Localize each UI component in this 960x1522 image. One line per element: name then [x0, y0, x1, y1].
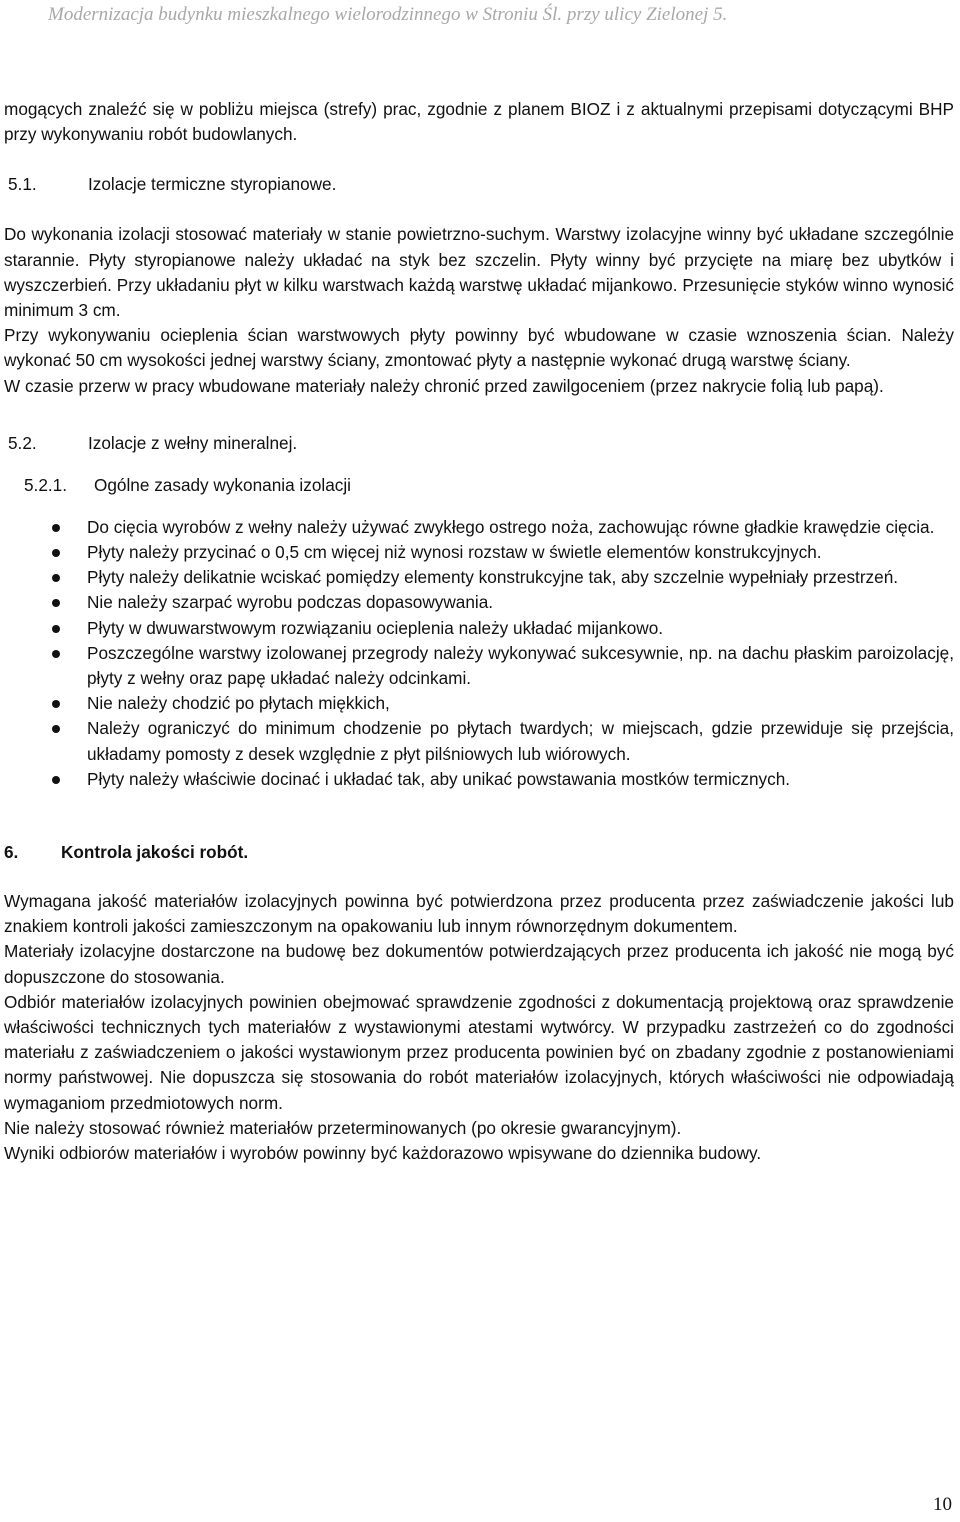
- paragraph: Wymagana jakość materiałów izolacyjnych powinna być potwierdzona przez producenta przez zaświadczenie jakości lub znakiem kontroli jakości zamieszczonym na opakowaniu lub innym równorzędnym dokumentem.: [4, 891, 954, 937]
- page-header: Modernizacja budynku mieszkalnego wielorodzinnego w Stroniu Śl. przy ulicy Zielonej 5.: [48, 4, 728, 25]
- list-item: Nie należy szarpać wyrobu podczas dopasowywania.: [4, 590, 954, 615]
- intro-paragraph: mogących znaleźć się w pobliżu miejsca (strefy) prac, zgodnie z planem BIOZ i z aktualnymi przepisami dotyczącymi BHP przy wykonywaniu robót budowlanych.: [4, 99, 954, 145]
- section-title: Kontrola jakości robót.: [61, 842, 249, 863]
- section-number: 6.: [4, 842, 19, 863]
- list-item: Płyty należy przycinać o 0,5 cm więcej niż wynosi rozstaw w świetle elementów konstrukcyjnych.: [4, 540, 954, 565]
- paragraph: Do wykonania izolacji stosować materiały w stanie powietrzno-suchym. Warstwy izolacyjne winny być układane szczególnie starannie. Płyty styropianowe należy układać na styk bez szczelin. Płyty winny być przycięte na miarę bez ubytków i wyszczerbień. Przy układaniu płyt w kilku warstwach każdą warstwę układać mijankowo. Przesunięcie styków winno wynosić minimum 3 cm.: [4, 224, 954, 321]
- section-5-1-heading: [4, 172, 954, 197]
- bullet-icon: [52, 650, 60, 658]
- section-5-2-heading: [4, 431, 954, 456]
- paragraph: Przy wykonywaniu ocieplenia ścian warstwowych płyty powinny być wbudowane w czasie wznoszenia ścian. Należy wykonać 50 cm wysokości jednej warstwy ściany, zmontować płyty a następnie wykonać drugą warstwę ściany.: [4, 325, 954, 371]
- list-item: Poszczególne warstwy izolowanej przegrody należy wykonywać sukcesywnie, np. na dachu płaskim paroizolację, płyty z wełny oraz papę układać należy odcinkami.: [4, 641, 954, 691]
- list-item: Należy ograniczyć do minimum chodzenie po płytach twardych; w miejscach, gdzie przewiduje się przejścia, układamy pomosty z desek względnie z płyt pilśniowych lub wiórowych.: [4, 716, 954, 766]
- bullet-icon: [52, 776, 60, 784]
- page-number: 10: [933, 1494, 952, 1515]
- bullet-icon: [52, 725, 60, 733]
- paragraph: Nie należy stosować również materiałów przeterminowanych (po okresie gwarancyjnym).: [4, 1117, 682, 1138]
- document-body: [4, 97, 954, 1166]
- bullet-icon: [52, 599, 60, 607]
- bullet-icon: [52, 625, 60, 633]
- list-item: Płyty należy właściwie docinać i układać tak, aby unikać powstawania mostków termicznych.: [4, 767, 954, 792]
- list-item: Płyty należy delikatnie wciskać pomiędzy elementy konstrukcyjne tak, aby szczelnie wypełniały przestrzeń.: [4, 565, 954, 590]
- paragraph: Wyniki odbiorów materiałów i wyrobów powinny być każdorazowo wpisywane do dziennika budowy.: [4, 1143, 762, 1164]
- section-number: 5.1.: [8, 174, 37, 195]
- section-title: Izolacje z wełny mineralnej.: [88, 432, 298, 453]
- list-item: Nie należy chodzić po płytach miękkich,: [4, 691, 954, 716]
- bullet-icon: [52, 549, 60, 557]
- section-number: 5.2.: [8, 432, 37, 453]
- list-item: Do cięcia wyrobów z wełny należy używać zwykłego ostrego noża, zachowując równe gładkie krawędzie cięcia.: [4, 515, 954, 540]
- paragraph: Materiały izolacyjne dostarczone na budowę bez dokumentów potwierdzających przez producenta ich jakość nie mogą być dopuszczone do stosowania.: [4, 941, 954, 987]
- bullet-list: [4, 515, 954, 792]
- bullet-icon: [52, 524, 60, 532]
- section-number: 5.2.1.: [24, 474, 68, 495]
- bullet-icon: [52, 700, 60, 708]
- paragraph: W czasie przerw w pracy wbudowane materiały należy chronić przed zawilgoceniem (przez nakrycie folią lub papą).: [4, 375, 884, 396]
- paragraph: Odbiór materiałów izolacyjnych powinien obejmować sprawdzenie zgodności z dokumentacją projektową oraz sprawdzenie właściwości technicznych tych materiałów z wystawionymi atestami wytwórcy. W przypadku zastrzeżeń co do zgodności materiału z zaświadczeniem o jakości wystawionym przez producenta powinien być on zbadany zgodnie z postanowieniami normy państwowej. Nie dopuszcza się stosowania do robót materiałów izolacyjnych, których właściwości nie odpowiadają wymaganiom przedmiotowych norm.: [4, 991, 954, 1113]
- section-title: Izolacje termiczne styropianowe.: [88, 174, 337, 195]
- list-item: Płyty w dwuwarstwowym rozwiązaniu ocieplenia należy układać mijankowo.: [4, 616, 954, 641]
- section-6-heading: [4, 840, 954, 865]
- bullet-icon: [52, 574, 60, 582]
- section-5-2-1-heading: [4, 473, 954, 498]
- section-title: Ogólne zasady wykonania izolacji: [94, 474, 351, 495]
